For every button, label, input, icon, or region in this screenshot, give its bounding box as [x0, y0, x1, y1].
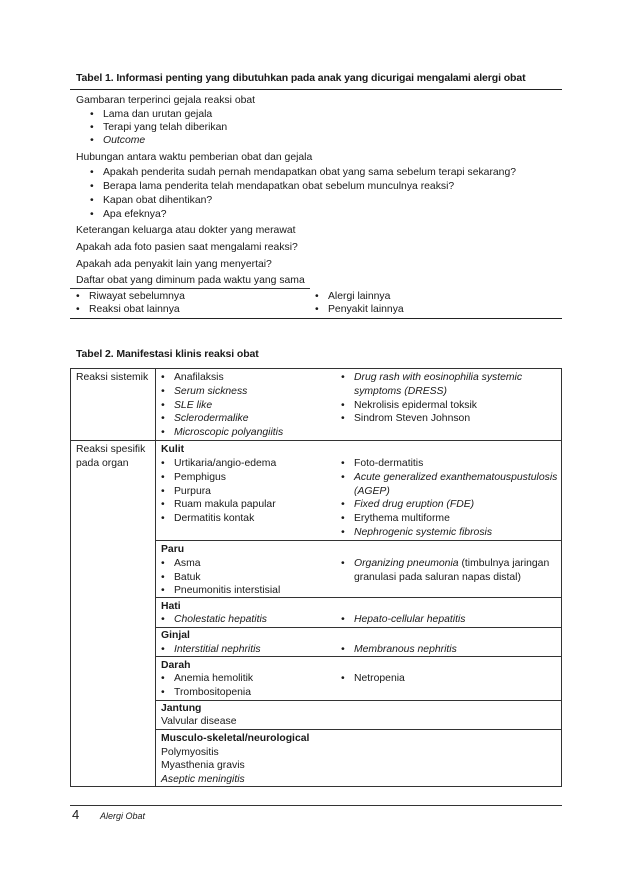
- row-divider: [70, 440, 562, 441]
- list-item: • Pneumonitis interstisial: [161, 584, 280, 597]
- list-item: • Alergi lainnya: [315, 290, 390, 303]
- row-label: Reaksi sistemik: [76, 372, 149, 383]
- table1-line: Daftar obat yang diminum pada waktu yang sama: [76, 275, 305, 286]
- list-item: • Fixed drug eruption (FDE): [341, 498, 474, 511]
- organ-heading: Paru: [161, 544, 185, 555]
- organ-heading: Darah: [161, 660, 191, 671]
- list-item: • Erythema multiforme: [341, 512, 450, 525]
- list-item: • Nekrolisis epidermal toksik: [341, 399, 477, 412]
- table1-inner-rule: [70, 288, 310, 289]
- table2-top-rule: [70, 368, 562, 369]
- table1-line: Keterangan keluarga atau dokter yang merawat: [76, 225, 296, 236]
- table2-bottom-rule: [70, 786, 562, 787]
- row-divider: [155, 627, 562, 628]
- table1-title: Tabel 1. Informasi penting yang dibutuhkan pada anak yang dicurigai mengalami alergi obat: [76, 72, 526, 84]
- table1-section1-heading: Gambaran terperinci gejala reaksi obat: [76, 95, 256, 106]
- list-item: [341, 557, 549, 570]
- list-item: • Apakah penderita sudah pernah mendapatkan obat yang sama sebelum terapi sekarang?: [90, 166, 516, 179]
- row-divider: [155, 700, 562, 701]
- list-item: • Hepato-cellular hepatitis: [341, 613, 465, 626]
- list-item: Polymyositis: [161, 747, 219, 758]
- table1-section2-heading: Hubungan antara waktu pemberian obat dan gejala: [76, 152, 313, 163]
- list-item: • Riwayat sebelumnya: [76, 290, 185, 303]
- row-label: pada organ: [76, 458, 129, 469]
- list-item: • Pemphigus: [161, 471, 226, 484]
- col-divider: [70, 368, 71, 786]
- list-item: • Reaksi obat lainnya: [76, 303, 180, 316]
- list-item: • SLE like: [161, 399, 212, 412]
- list-item: Valvular disease: [161, 716, 237, 727]
- row-label: Reaksi spesifik: [76, 444, 146, 455]
- running-footer-title: Alergi Obat: [100, 811, 146, 821]
- footer-rule: [70, 805, 562, 806]
- list-item: • Drug rash with eosinophilia systemic: [341, 371, 522, 384]
- list-item: • Trombositopenia: [161, 686, 251, 699]
- list-item: Myasthenia gravis: [161, 760, 245, 771]
- list-item: • Purpura: [161, 485, 211, 498]
- list-item: • Ruam makula papular: [161, 498, 276, 511]
- list-item: • Outcome: [90, 134, 145, 147]
- list-item: • Nephrogenic systemic fibrosis: [341, 526, 492, 539]
- list-item: • Netropenia: [341, 672, 405, 685]
- table2-title: Tabel 2. Manifestasi klinis reaksi obat: [76, 348, 259, 360]
- list-item: • Kapan obat dihentikan?: [90, 194, 212, 207]
- list-item: • Cholestatic hepatitis: [161, 613, 267, 626]
- list-item: • Urtikaria/angio-edema: [161, 457, 276, 470]
- list-item-italic: Organizing pneumonia: [354, 558, 459, 569]
- list-item: • Sclerodermalike: [161, 412, 249, 425]
- organ-heading: Hati: [161, 601, 181, 612]
- list-item: • Lama dan urutan gejala: [90, 108, 212, 121]
- table1-bottom-rule: [70, 318, 562, 319]
- organ-heading: Musculo-skeletal/neurological: [161, 733, 310, 744]
- list-item: • Batuk: [161, 571, 201, 584]
- list-item: • Dermatitis kontak: [161, 512, 254, 525]
- list-item: • Terapi yang telah diberikan: [90, 121, 227, 134]
- list-item-continuation: symptoms (DRESS): [354, 386, 447, 397]
- table1-top-rule: [70, 89, 562, 90]
- list-item: • Microscopic polyangiitis: [161, 426, 283, 439]
- organ-heading: Ginjal: [161, 630, 190, 641]
- row-divider: [155, 540, 562, 541]
- col-divider: [561, 368, 562, 786]
- list-item: • Anafilaksis: [161, 371, 224, 384]
- list-item-text: (timbulnya jaringan: [458, 558, 550, 569]
- list-item: • Berapa lama penderita telah mendapatkan obat sebelum munculnya reaksi?: [90, 180, 454, 193]
- list-item: • Acute generalized exanthematouspustulosis: [341, 471, 557, 484]
- list-item: Aseptic meningitis: [161, 774, 245, 785]
- row-divider: [155, 729, 562, 730]
- organ-heading: Jantung: [161, 703, 202, 714]
- list-item: • Membranous nephritis: [341, 643, 457, 656]
- list-item: • Asma: [161, 557, 201, 570]
- list-item: • Sindrom Steven Johnson: [341, 412, 470, 425]
- list-item-continuation: granulasi pada saluran napas distal): [354, 572, 521, 583]
- list-item: • Anemia hemolitik: [161, 672, 253, 685]
- table1-line: Apakah ada foto pasien saat mengalami reaksi?: [76, 242, 298, 253]
- organ-heading: Kulit: [161, 444, 185, 455]
- list-item-continuation: (AGEP): [354, 486, 390, 497]
- list-item: • Interstitial nephritis: [161, 643, 261, 656]
- table1-line: Apakah ada penyakit lain yang menyertai?: [76, 259, 272, 270]
- list-item: • Serum sickness: [161, 385, 247, 398]
- list-item: • Apa efeknya?: [90, 208, 167, 221]
- col-divider: [155, 368, 156, 786]
- page-number: 4: [72, 807, 80, 822]
- list-item: • Penyakit lainnya: [315, 303, 404, 316]
- list-item: • Foto-dermatitis: [341, 457, 423, 470]
